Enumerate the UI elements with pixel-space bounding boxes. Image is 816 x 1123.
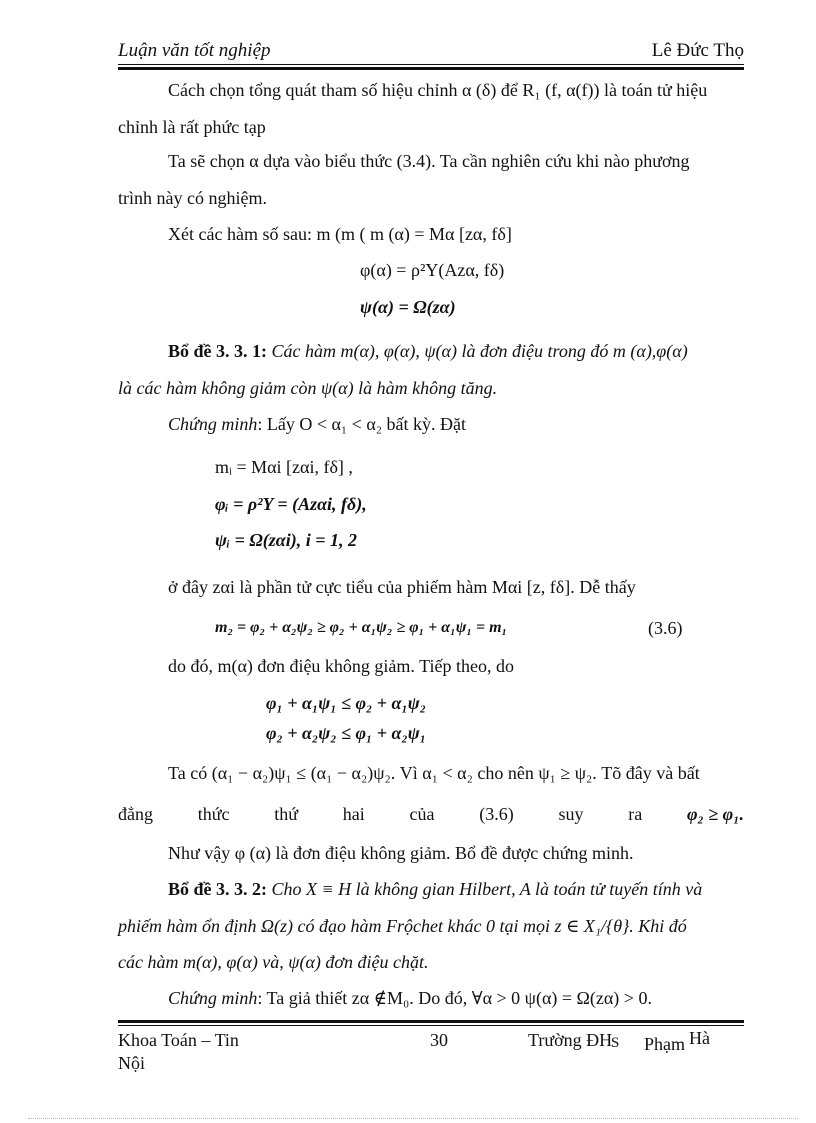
lemma-text: là các hàm không giảm còn ψ(α) là hàm không tăng. [118,378,498,398]
header-rule-thick [118,67,744,70]
paragraph-line: Cách chọn tổng quát tham số hiệu chỉnh α (δ) để R₁ (f, α(f)) là toán tử hiệu [168,80,708,100]
header-left: Luận văn tốt nghiệp [118,40,271,61]
equation-3-6: m₂ = φ₂ + α₂ψ₂ ≥ φ₂ + α₁ψ₂ ≥ φ₁ + α₁ψ₁ = m₁ [215,619,508,636]
paragraph-line: trình này có nghiệm. [118,188,267,208]
page-edge [28,1118,798,1119]
justified-line [118,804,744,825]
lemma-label: Bổ đề 3. 3. 2: [168,879,267,899]
footer-right: Trường ĐH [528,1030,613,1050]
proof-label: Chứng minh [168,414,258,434]
word: hai [342,804,365,824]
paragraph-line: chỉnh là rất phức tạp [118,117,266,137]
paragraph-line: Ta có (α₁ − α₂)ψ₁ ≤ (α₁ − α₂)ψ₂. Vì α₁ < α₂ cho nên ψ₁ ≥ ψ₂. Tõ đây và bất [168,763,700,783]
formula-phii: φᵢ = ρ²Y = (Azαi, fδ), [215,494,367,514]
footer-right: Hà [689,1028,710,1048]
proof-text: : Lấy O < α₁ < α₂ bất kỳ. Đặt [257,414,467,434]
formula-mi: mᵢ = Mαi [zαi, fδ] , [215,457,353,477]
footer-rule-thick [118,1020,744,1023]
footer-right: Phạm [644,1034,686,1054]
word: (3.6) [479,804,514,824]
equation-number: (3.6) [648,618,683,638]
paragraph-line: ở đây zαi là phần tử cực tiểu của phiếm hàm Mαi [z, fδ]. Dễ thấy [168,577,636,597]
inequality-2: φ₂ + α₂ψ₂ ≤ φ₁ + α₂ψ₁ [266,723,427,743]
header-rule [118,64,744,65]
word: suy [558,804,584,824]
word: của [409,804,435,824]
proof-label: Chứng minh [168,988,258,1008]
lemma-text: Các hàm m(α), φ(α), ψ(α) là đơn điệu trong đó m (α),φ(α) [271,341,688,361]
lemma-text: Cho X ≡ H là không gian Hilbert, A là toán tử tuyến tính và [271,879,703,899]
footer-left: Khoa Toán – Tin [118,1030,239,1050]
page-number: 30 [430,1030,448,1050]
footer-left-cont: Nội [118,1053,145,1073]
lemma-text: các hàm m(α), φ(α) và, ψ(α) đơn điệu chặt. [118,952,429,972]
proof-text: : Ta giả thiết zα ∉M₀. Do đó, ∀α > 0 ψ(α) = Ω(zα) > 0. [257,988,652,1008]
paragraph-line: do đó, m(α) đơn điệu không giảm. Tiếp theo, do [168,656,514,676]
word: φ₂ ≥ φ₁. [687,804,744,824]
equation-phi: φ(α) = ρ²Y(Azα, fδ) [360,260,505,280]
footer-rule [118,1025,744,1026]
equation-psi: ψ(α) = Ω(zα) [360,297,456,317]
lemma-label: Bổ đề 3. 3. 1: [168,341,267,361]
lemma-text: phiếm hàm ổn định Ω(z) có đạo hàm Frộchet khác 0 tại mọi z ∈ X₁/{θ}. Khi đó [118,916,687,936]
header-right: Lê Đức Thọ [651,40,744,61]
word: đẳng [118,804,153,824]
word: thứ [274,804,299,824]
paragraph-line: Xét các hàm số sau: m (m ( m (α) = Mα [zα, fδ] [168,224,512,244]
word: ra [628,804,643,824]
paragraph-line: Như vậy φ (α) là đơn điệu không giảm. Bổ đề được chứng minh. [168,843,634,863]
word: thức [197,804,230,824]
inequality-1: φ₁ + α₁ψ₁ ≤ φ₂ + α₁ψ₂ [266,693,427,713]
footer-right: S [611,1035,620,1051]
formula-psii: ψᵢ = Ω(zαi), i = 1, 2 [215,530,357,550]
paragraph-line: Ta sẽ chọn α dựa vào biểu thức (3.4). Ta cần nghiên cứu khi nào phương [168,151,690,171]
